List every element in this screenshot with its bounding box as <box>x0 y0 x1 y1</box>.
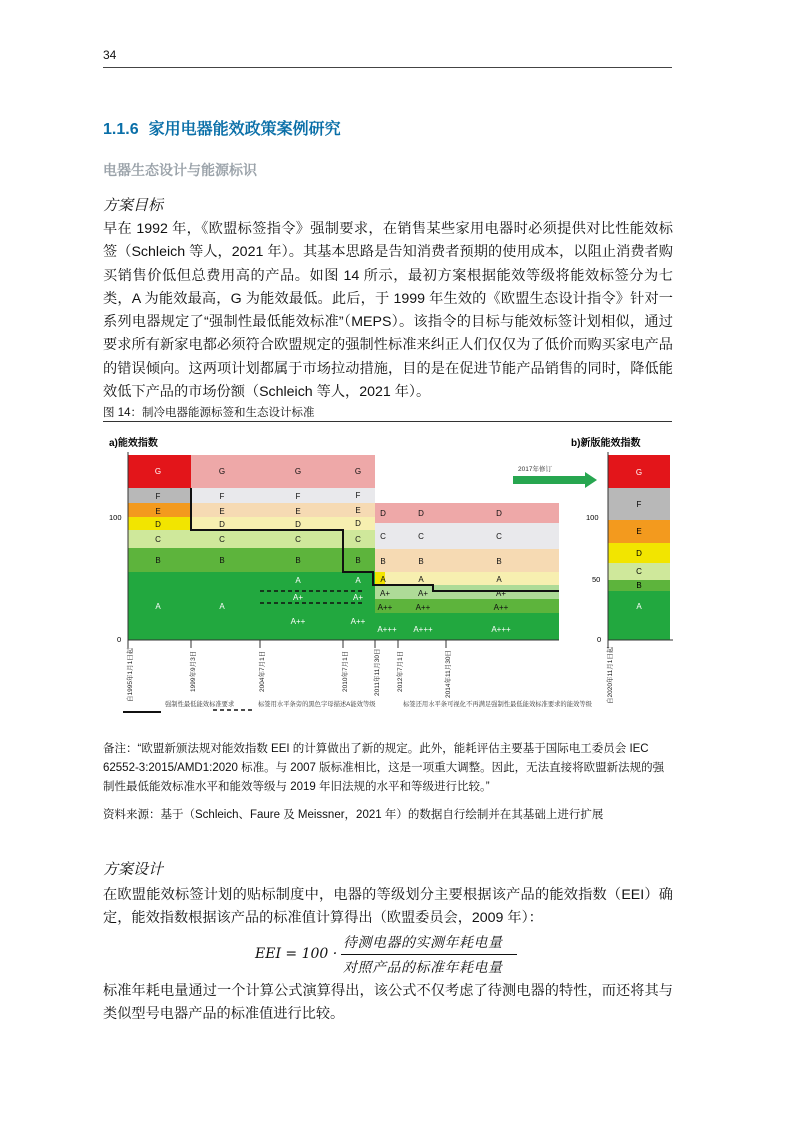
svg-text:A++: A++ <box>415 603 431 612</box>
svg-text:C: C <box>355 535 361 544</box>
svg-text:G: G <box>635 468 643 477</box>
legend-faded-text: 标签还用水平条可视化不再满足强制性最低能效标准要求的能效等级 <box>403 701 592 708</box>
new-label-date: 自2020年11月1日起 <box>607 646 614 704</box>
svg-text:2011年11月30日: 2011年11月30日 <box>374 648 381 696</box>
eei-formula <box>255 932 535 977</box>
svg-text:B: B <box>418 557 424 566</box>
svg-text:F: F <box>295 492 301 501</box>
design-paragraph-1: 在欧盟能效标签计划的贴标制度中，电器的等级划分主要根据该产品的能效指数（EEI）确定，能效指数根据该产品的标准值计算得出（欧盟委员会，2009 年）： <box>103 887 673 927</box>
svg-text:C: C <box>295 535 301 544</box>
section-title: 家用电器能效政策案例研究 <box>148 121 341 138</box>
arrow-label: 2017年修订 <box>518 466 552 473</box>
legend-dashed-text: 标签用水平条旁的黑色字母描述A能效等级 <box>258 701 376 708</box>
svg-text:B: B <box>155 556 161 565</box>
svg-text:2012年7月1日: 2012年7月1日 <box>397 650 404 692</box>
svg-text:A++: A++ <box>493 603 509 612</box>
section-heading <box>103 116 341 139</box>
svg-text:A+: A+ <box>379 589 391 598</box>
svg-text:A+++: A+++ <box>491 625 511 634</box>
svg-text:E: E <box>636 527 642 536</box>
goals-heading: 方案目标 <box>103 196 164 214</box>
svg-text:C: C <box>496 532 502 541</box>
revision-arrow <box>513 472 597 488</box>
svg-text:1999年9月3日: 1999年9月3日 <box>190 650 197 692</box>
svg-text:A: A <box>155 602 161 611</box>
svg-text:A: A <box>219 602 225 611</box>
date-ticks <box>128 640 446 648</box>
svg-text:A++: A++ <box>290 617 306 626</box>
svg-text:D: D <box>155 520 161 529</box>
goals-paragraph: 早在 1992 年，《欧盟标签指令》强制要求，在销售某些家用电器时必须提供对比性能效标签（Schleich 等人，2021 年）。其基本思路是告知消费者预期的使用成本，以阻止消费者购买销售价低但总费用高的产品。如图 14 所示，最初方案根据能效等级将能效标签分为七类，A 为能效最高，G 为能效最低。此后，于 1999 年生效的《欧盟生态设计指令》针对一系列电器规定了“强制性最低能效标准”（MEPS）。该指令的目标与能效标签计划相似，通过要求所有新家电都必须符合欧盟规定的强制性标准来纠正人们仅仅为了低价而购买家电产品的错误倾向。这两项计划都属于市场拉动措施，目的是在促进节能产品销售的同时，降低能效低下产品的市场份额（Schleich 等人，2021 年）。 <box>103 221 673 401</box>
svg-text:B: B <box>496 557 502 566</box>
formula-fraction-bar <box>341 954 517 955</box>
formula-denominator: 对照产品的标准年耗电量 <box>343 960 503 976</box>
svg-text:A+: A+ <box>352 593 364 602</box>
energy-label-chart <box>103 434 673 734</box>
svg-text:F: F <box>636 500 642 509</box>
svg-text:E: E <box>355 506 361 515</box>
formula-lhs: EEI = 100 · <box>255 946 338 962</box>
svg-text:B: B <box>219 556 225 565</box>
svg-text:自1995年1月1日起: 自1995年1月1日起 <box>127 647 134 702</box>
svg-text:A+: A+ <box>417 589 429 598</box>
svg-text:G: G <box>154 467 162 476</box>
svg-text:F: F <box>219 492 225 501</box>
svg-text:D: D <box>295 520 301 529</box>
svg-text:B: B <box>380 557 386 566</box>
svg-text:C: C <box>418 532 424 541</box>
svg-text:A: A <box>418 575 424 584</box>
svg-text:A+++: A+++ <box>413 625 433 634</box>
legend-solid-text: 强制性最低能效标准要求 <box>165 701 235 708</box>
page-number: 34 <box>103 48 117 62</box>
chart-legend <box>123 699 593 712</box>
svg-text:2010年7月1日: 2010年7月1日 <box>342 650 349 692</box>
period-1995-bands <box>128 455 191 640</box>
y-tick-100: 100 <box>109 513 122 522</box>
svg-text:A: A <box>636 602 642 611</box>
svg-text:A+: A+ <box>495 589 507 598</box>
svg-text:A++: A++ <box>350 617 366 626</box>
svg-text:D: D <box>380 509 386 518</box>
svg-text:C: C <box>636 567 642 576</box>
svg-text:E: E <box>219 507 225 516</box>
svg-text:C: C <box>219 535 225 544</box>
svg-text:D: D <box>418 509 424 518</box>
svg-text:A: A <box>355 576 361 585</box>
svg-text:2004年7月1日: 2004年7月1日 <box>259 650 266 692</box>
svg-text:E: E <box>155 507 161 516</box>
new-label-bands <box>608 455 670 640</box>
svg-text:D: D <box>355 519 361 528</box>
svg-text:E: E <box>295 507 301 516</box>
svg-text:A: A <box>496 575 502 584</box>
figure-caption: 图 14：制冷电器能源标签和生态设计标准 <box>103 407 315 419</box>
y-tick-right-0: 0 <box>597 635 602 644</box>
svg-text:A: A <box>295 576 301 585</box>
chart-title-right: b)新版能效指数 <box>571 438 641 449</box>
svg-text:F: F <box>355 491 361 500</box>
svg-text:G: G <box>218 467 226 476</box>
section-number: 1.1.6 <box>103 121 139 138</box>
svg-text:B: B <box>295 556 301 565</box>
svg-text:A+: A+ <box>292 593 304 602</box>
design-paragraph-2: 标准年耗电量通过一个计算公式演算得出，该公式不仅考虑了待测电器的特性，而还将其与类似型号电器产品的标准值进行比较。 <box>103 983 673 1023</box>
subheading: 电器生态设计与能源标识 <box>103 162 257 178</box>
svg-text:B: B <box>636 581 642 590</box>
svg-text:F: F <box>155 492 161 501</box>
svg-text:A+++: A+++ <box>377 625 397 634</box>
svg-text:G: G <box>354 467 362 476</box>
figure-rule <box>103 421 672 422</box>
svg-text:A++: A++ <box>377 603 393 612</box>
svg-text:D: D <box>496 509 502 518</box>
svg-text:2014年11月30日: 2014年11月30日 <box>445 650 452 698</box>
header-rule <box>103 67 672 68</box>
svg-text:G: G <box>294 467 302 476</box>
svg-text:A: A <box>380 575 386 584</box>
svg-text:B: B <box>355 556 361 565</box>
y-tick-0: 0 <box>117 635 122 644</box>
y-tick-right-50: 50 <box>592 575 601 584</box>
figure-note: 备注：“欧盟新颁法规对能效指数 EEI 的计算做出了新的规定。此外，能耗评估主要基于国际电工委员会 IEC 62552-3:2015/AMD1:2020 标准。与 2007 版标准相比，这是一项重大调整。因此，无法直接将欧盟新法规的强制性最低能效标准水平和能效等级与 2019 年旧法规的水平和等级进行比较。” <box>103 743 665 793</box>
period-1999-bands <box>191 455 375 640</box>
chart-title-left: a)能效指数 <box>109 438 158 449</box>
formula-numerator: 待测电器的实测年耗电量 <box>343 935 503 951</box>
period-2011-bands <box>375 503 559 640</box>
svg-text:C: C <box>155 535 161 544</box>
y-tick-right-100: 100 <box>586 513 599 522</box>
figure-source: 资料来源：基于（Schleich、Faure 及 Meissner，2021 年）的数据自行绘制并在其基础上进行扩展 <box>103 809 604 821</box>
design-heading: 方案设计 <box>103 860 164 878</box>
date-labels <box>125 647 452 702</box>
svg-text:D: D <box>636 549 642 558</box>
svg-text:D: D <box>219 520 225 529</box>
svg-text:C: C <box>380 532 386 541</box>
